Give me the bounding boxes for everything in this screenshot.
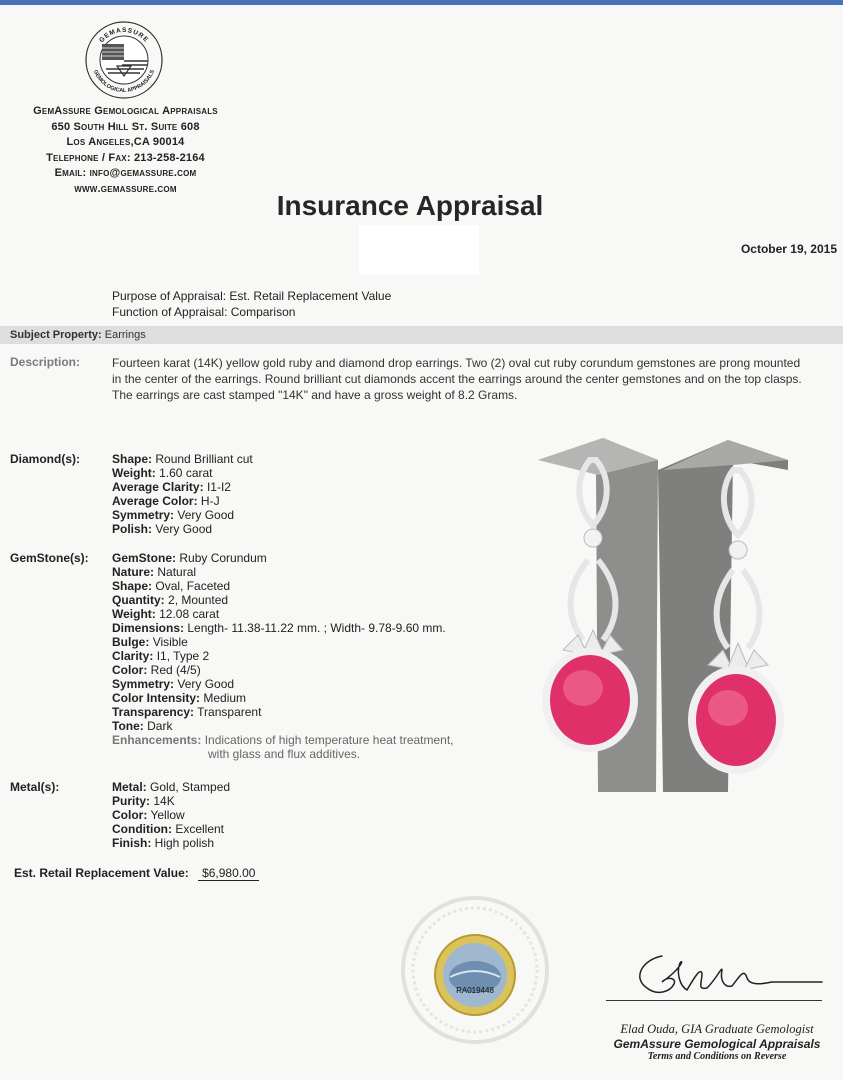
field-row: Polish: Very Good [112,522,213,536]
retail-value-amount: $6,980.00 [198,866,259,881]
field-row: Nature: Natural [112,565,197,579]
gemstones-fields [112,551,454,761]
description-label: Description: [10,355,81,369]
description-text: Fourteen karat (14K) yellow gold ruby and diamond drop earrings. Two (2) oval cut ruby corundum gemstones are prong mounted in the center of the earrings. Round brilliant cut diamonds accent the earrings around the center gemstones and on the top clasps. The earrings are cast stamped "14K" and have a gross weight of 8.2 Grams. [112,356,802,402]
gemstones-label: GemStone(s): [10,551,89,565]
field-row: Purity: 14K [112,794,175,808]
svg-text:GEMOLOGICAL APPRAISALS: GEMOLOGICAL APPRAISALS [91,69,157,95]
subject-property-label: Subject Property: [10,329,102,341]
terms-note: Terms and Conditions on Reverse [647,1051,787,1062]
field-row: Shape: Oval, Faceted [112,579,231,593]
field-row: Average Color: H-J [112,494,220,508]
company-email: Email: info@gemassure.com [54,167,197,179]
field-row: Average Clarity: I1-I2 [112,480,231,494]
retail-value-label: Est. Retail Replacement Value: [14,866,189,880]
seal-serial: RA019448 [456,986,494,995]
field-row: Color: Yellow [112,808,185,822]
field-row: Shape: Round Brilliant cut [112,452,253,466]
signature-block [606,1022,828,1062]
field-row: Condition: Excellent [112,822,225,836]
document-title: Insurance Appraisal [276,190,544,221]
gemassure-logo [84,20,164,100]
appraisal-date: October 19, 2015 [740,242,837,256]
earrings-photo [538,430,788,792]
svg-text:GEMASSURE: GEMASSURE [98,26,150,45]
company-website: www.gemassure.com [74,182,177,195]
field-row: Transparency: Transparent [112,705,262,719]
field-row: Weight: 1.60 carat [112,466,213,480]
field-row: Weight: 12.08 carat [112,607,220,621]
redacted-area [359,225,479,275]
enhancements-row: Enhancements: Indications of high temperature heat treatment, [112,733,454,747]
metals-fields [112,780,230,850]
field-row: Color Intensity: Medium [112,691,247,705]
company-name: GemAssure Gemological Appraisals [33,105,218,117]
hologram-seal [395,895,555,1045]
signer-company: GemAssure Gemological Appraisals [613,1037,821,1051]
enhancements-continuation: with glass and flux additives. [208,747,361,761]
purpose-of-appraisal: Purpose of Appraisal: Est. Retail Replacement Value [112,289,392,303]
purpose-block [112,288,391,320]
retail-value-line [14,866,259,880]
subject-property-bar [0,326,843,344]
metals-label: Metal(s): [10,780,60,794]
field-row: Bulge: Visible [112,635,188,649]
field-row: Dimensions: Length- 11.38-11.22 mm. ; Width- 9.78-9.60 mm. [112,621,446,635]
field-row: GemStone: Ruby Corundum [112,551,267,565]
field-row: Symmetry: Very Good [112,508,235,522]
company-header [8,104,243,197]
field-row: Symmetry: Very Good [112,677,235,691]
signature-image [622,948,832,1008]
company-address-line-1: 650 South Hill St. Suite 608 [51,120,200,133]
field-row: Color: Red (4/5) [112,663,201,677]
field-row: Tone: Dark [112,719,173,733]
function-of-appraisal: Function of Appraisal: Comparison [112,305,296,319]
subject-property-value: Earrings [104,329,146,341]
company-address-line-2: Los Angeles,CA 90014 [66,136,185,148]
signer-name: Elad Ouda, GIA Graduate Gemologist [620,1022,814,1036]
field-row: Quantity: 2, Mounted [112,593,229,607]
diamonds-fields [112,452,253,536]
field-row: Metal: Gold, Stamped [112,780,231,794]
company-phone: Telephone / Fax: 213-258-2164 [46,151,205,164]
diamonds-label: Diamond(s): [10,452,80,466]
field-row: Clarity: I1, Type 2 [112,649,210,663]
field-row: Finish: High polish [112,836,215,850]
signature-line [606,1000,822,1001]
